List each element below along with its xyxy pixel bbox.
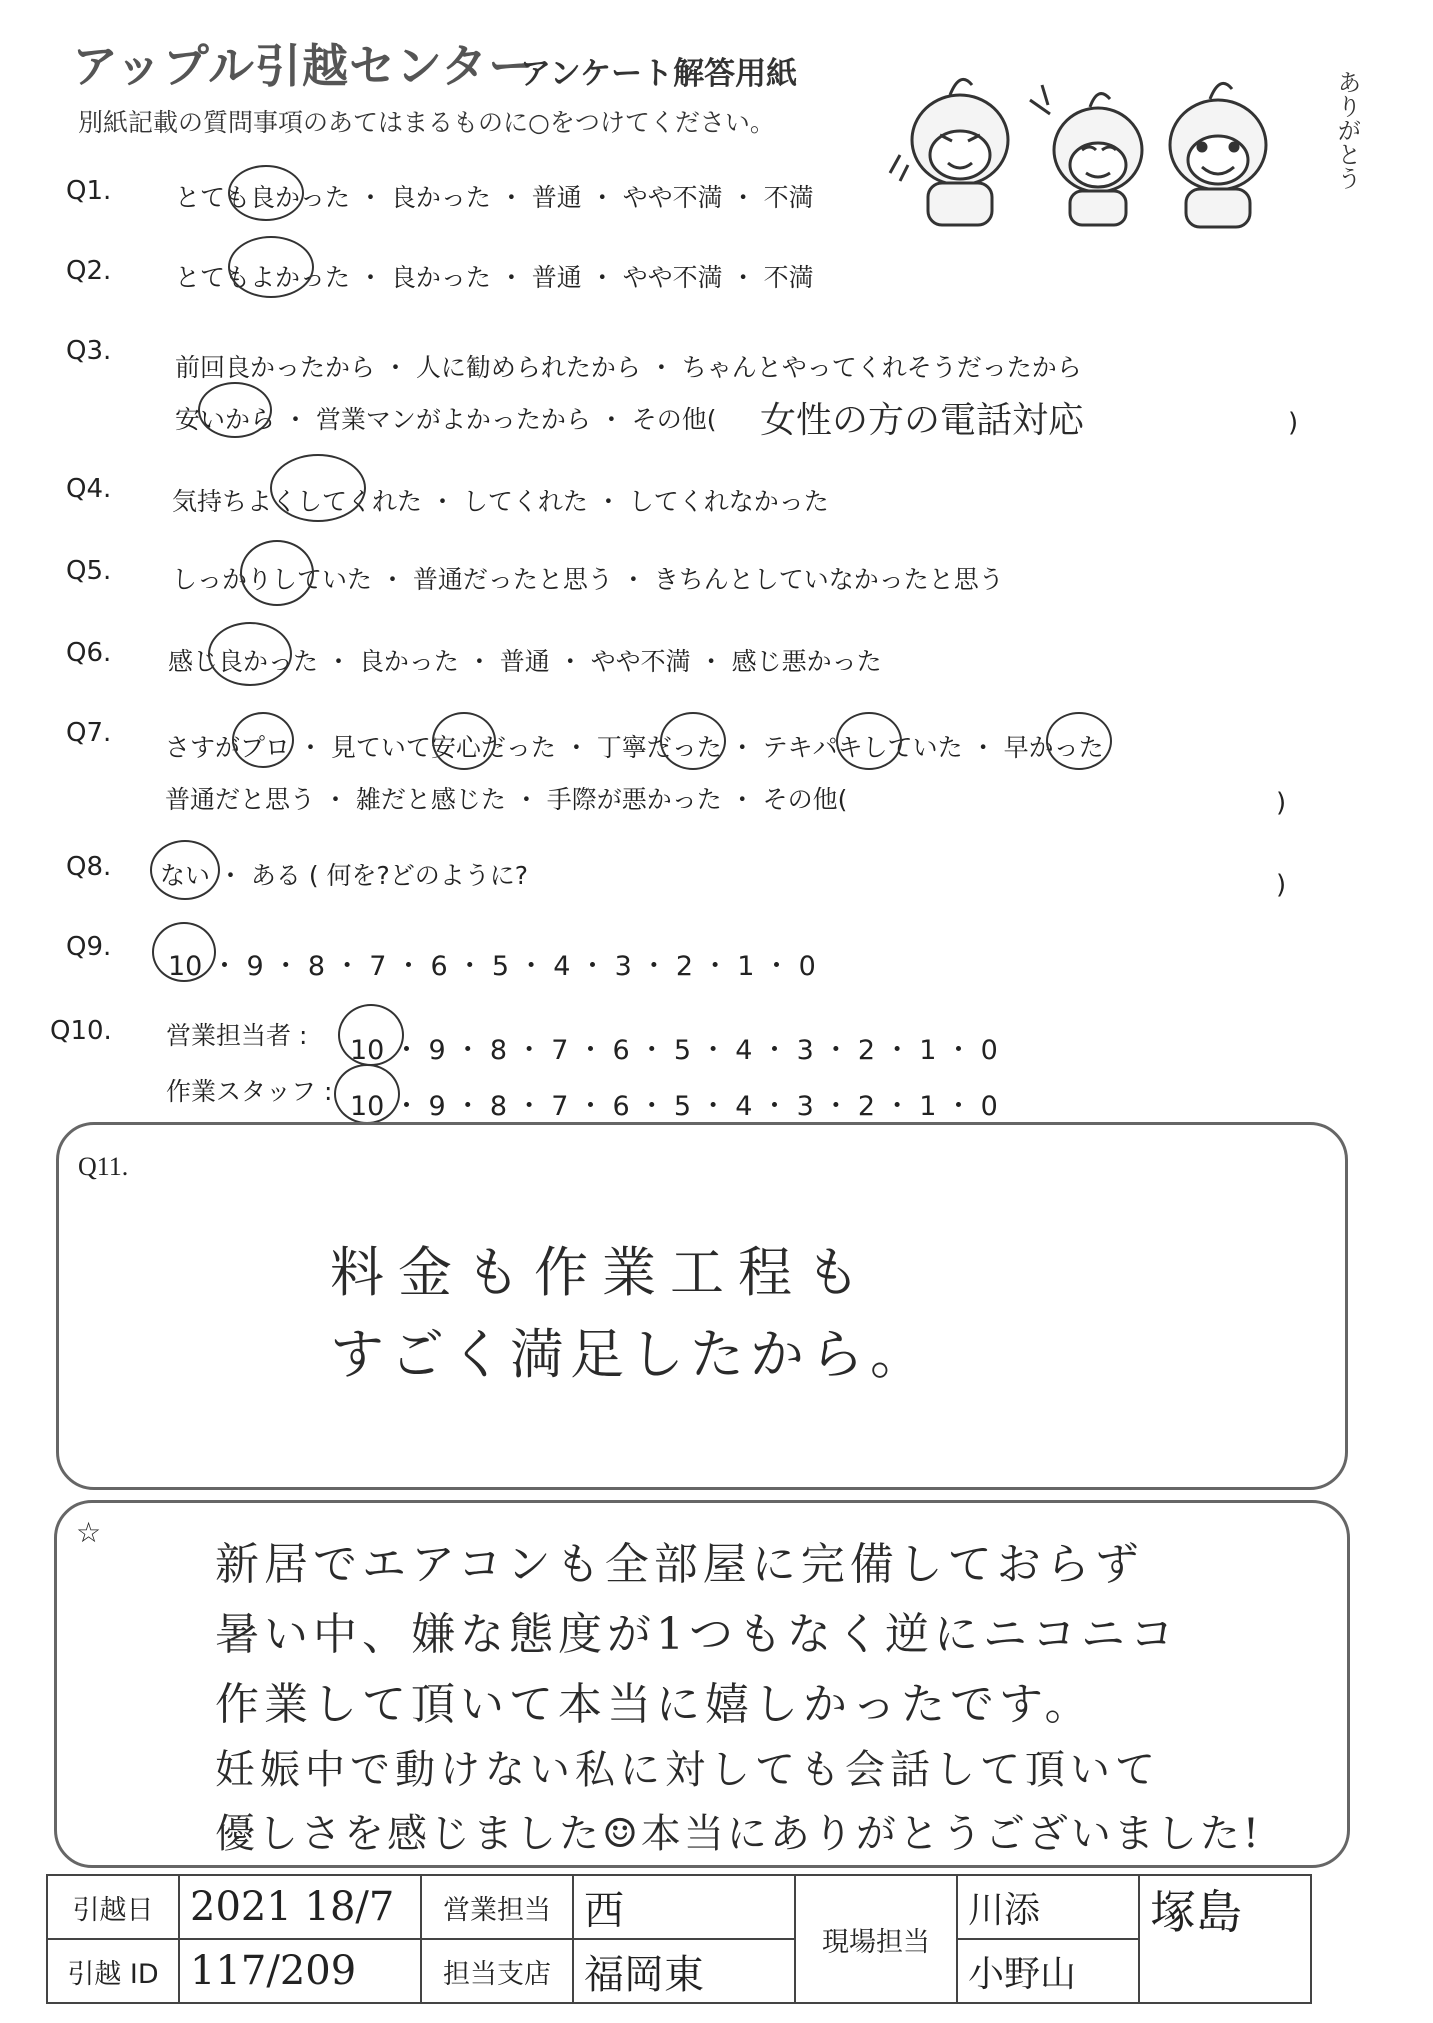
answer-circle — [198, 382, 272, 438]
q3-number: Q3. — [66, 336, 112, 366]
q3-options-line1: 前回良かったから ・ 人に勧められたから ・ ちゃんとやってくれそうだったから — [175, 353, 1082, 382]
move-date-label: 引越日 — [47, 1875, 179, 1939]
comment-line-5: 優しさを感じました☺本当にありがとうございました! — [215, 1811, 1262, 1857]
answer-circle — [150, 840, 220, 900]
site-value-1: 川添 — [957, 1875, 1139, 1939]
q11-answer-line1: 料金も作業工程も — [330, 1241, 874, 1304]
answer-circle — [432, 712, 496, 770]
instruction-text: 別紙記載の質問事項のあてはまるものに○をつけてください。 — [78, 108, 775, 137]
q4-options: 気持ちよくしてくれた ・ してくれた ・ してくれなかった — [172, 487, 829, 516]
answer-circle — [228, 236, 314, 298]
comment-line-4: 妊娠中で動けない私に対しても会話して頂いて — [215, 1747, 1160, 1793]
answer-circle — [240, 540, 314, 606]
q3-close-paren: ) — [1288, 408, 1299, 438]
q11-answer-line2: すごく満足したから。 — [330, 1323, 930, 1386]
q10-sales-label: 営業担当者 : — [166, 1021, 308, 1050]
site-value-2: 小野山 — [957, 1939, 1139, 2003]
comment-line-1: 新居でエアコンも全部屋に完備しておらず — [215, 1539, 1144, 1590]
answer-circle — [232, 712, 294, 768]
answer-circle — [1046, 712, 1112, 770]
site-label: 現場担当 — [795, 1875, 957, 2003]
form-subtitle: アンケート解答用紙 — [520, 56, 798, 92]
branch-value: 福岡東 — [573, 1939, 795, 2003]
q10-number: Q10. — [50, 1016, 112, 1046]
q8-close-paren: ) — [1276, 870, 1287, 900]
answer-circle — [660, 712, 726, 770]
q9-scale: 10 ・ 9 ・ 8 ・ 7 ・ 6 ・ 5 ・ 4 ・ 3 ・ 2 ・ 1 ・ 0 — [168, 951, 816, 982]
site-value-3: 塚島 — [1139, 1875, 1311, 2003]
q7-options-line1: さすがプロ ・ 見ていて安心だった ・ 丁寧だった ・ テキパキしていた ・ 早かった — [165, 733, 1104, 762]
move-id-value: 117/209 — [179, 1939, 421, 2003]
q5-number: Q5. — [66, 556, 112, 586]
q7-number: Q7. — [66, 718, 112, 748]
q2-options: とてもよかった ・ 良かった ・ 普通 ・ やや不満 ・ 不満 — [175, 263, 814, 292]
q6-options: 感じ良かった ・ 良かった ・ 普通 ・ やや不満 ・ 感じ悪かった — [168, 647, 882, 676]
answer-circle — [228, 165, 304, 221]
q1-number: Q1. — [66, 176, 112, 206]
footer-table — [46, 1874, 1312, 2004]
q2-number: Q2. — [66, 256, 112, 286]
q10-staff-scale: 10 ・ 9 ・ 8 ・ 7 ・ 6 ・ 5 ・ 4 ・ 3 ・ 2 ・ 1 ・ 0 — [350, 1091, 998, 1122]
q9-number: Q9. — [66, 932, 112, 962]
mascot-illustration — [880, 55, 1320, 235]
move-date-value: 2021 18/7 — [179, 1875, 421, 1939]
q3-other-answer: 女性の方の電話対応 — [760, 400, 1085, 441]
answer-circle — [270, 454, 366, 522]
q7-close-paren: ) — [1276, 788, 1287, 818]
q7-options-line2: 普通だと思う ・ 雑だと感じた ・ 手際が悪かった ・ その他( — [165, 785, 848, 814]
q3-options-line2: 安いから ・ 営業マンがよかったから ・ その他( — [175, 405, 717, 434]
q10-staff-label: 作業スタッフ : — [166, 1077, 333, 1106]
answer-circle — [836, 712, 902, 770]
comment-star-label: ☆ — [76, 1518, 102, 1549]
answer-circle — [208, 622, 292, 686]
answer-circle — [334, 1064, 400, 1124]
branch-label: 担当支店 — [421, 1939, 573, 2003]
sales-label: 営業担当 — [421, 1875, 573, 1939]
comment-line-3: 作業して頂いて本当に嬉しかったです。 — [215, 1679, 1094, 1730]
mascot-caption: ありがとう — [1333, 70, 1361, 190]
answer-circle — [338, 1004, 404, 1066]
q4-number: Q4. — [66, 474, 112, 504]
company-title: アップル引越センター — [72, 39, 536, 93]
sales-value: 西 — [573, 1875, 795, 1939]
q5-options: しっかりしていた ・ 普通だったと思う ・ きちんとしていなかったと思う — [172, 565, 1004, 594]
q11-label: Q11. — [78, 1152, 129, 1181]
move-id-label: 引越 ID — [47, 1939, 179, 2003]
q1-options: とても良かった ・ 良かった ・ 普通 ・ やや不満 ・ 不満 — [175, 183, 814, 212]
q10-sales-scale: 10 ・ 9 ・ 8 ・ 7 ・ 6 ・ 5 ・ 4 ・ 3 ・ 2 ・ 1 ・ 0 — [350, 1035, 998, 1066]
q8-number: Q8. — [66, 852, 112, 882]
answer-circle — [152, 922, 216, 982]
comment-line-2: 暑い中、嫌な態度が1つもなく逆にニコニコ — [215, 1609, 1179, 1660]
q8-options: ない ・ ある ( 何を?どのように? — [160, 861, 529, 890]
q6-number: Q6. — [66, 638, 112, 668]
